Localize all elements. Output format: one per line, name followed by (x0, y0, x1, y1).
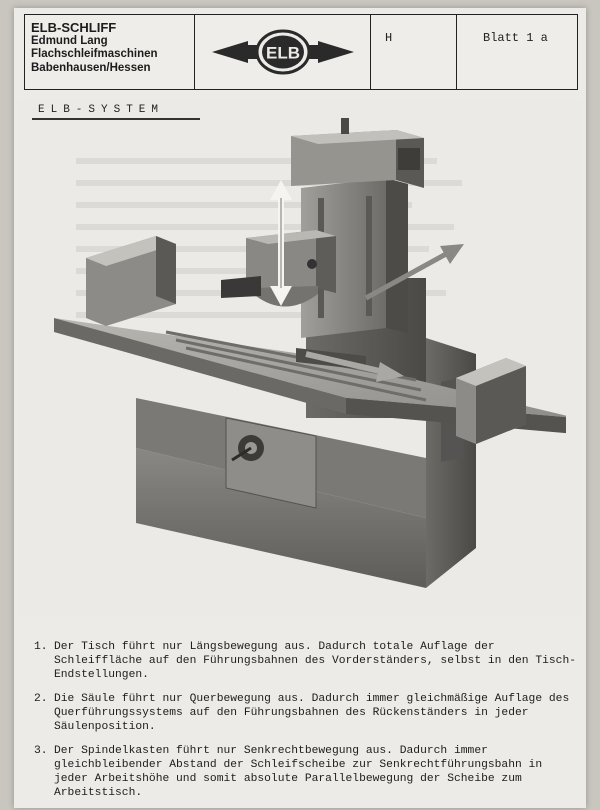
item-number: 1. (34, 641, 48, 653)
company-name: ELB-SCHLIFF (31, 20, 117, 35)
list-item (34, 744, 580, 800)
elb-logo (195, 15, 371, 89)
item-text: Der Spindelkasten führt nur Senkrechtbewegung aus. Dadurch immer gleichbleibender Abstand der Schleifscheibe zur Senkrechtführungsbahn in jeder Arbeitshöhe und somit absolute Parallelbewegung der Scheibe zum Arbeitstisch. (54, 745, 543, 799)
figure-label: ELB-SYSTEM (38, 104, 165, 116)
item-number: 2. (34, 693, 48, 705)
document-code: H (371, 15, 457, 89)
item-text: Die Säule führt nur Querbewegung aus. Dadurch immer gleichmäßige Auflage des Querführungssystems auf den Führungsbahnen des Rückenständers in jeder Säulenposition. (54, 693, 570, 733)
company-owner: Edmund Lang (31, 34, 108, 47)
company-block (25, 15, 195, 89)
description-list (34, 640, 580, 810)
surface-grinder-drawing (36, 118, 566, 608)
machine-illustration (18, 100, 582, 615)
company-product: Flachschleifmaschinen (31, 48, 158, 60)
elb-logo-icon (208, 27, 358, 77)
document-header (24, 14, 578, 90)
company-location: Babenhausen/Hessen (31, 61, 151, 74)
sheet-label: Blatt 1 a (483, 31, 548, 45)
logo-text: ELB (265, 43, 300, 63)
list-item (34, 692, 580, 734)
item-number: 3. (34, 745, 48, 757)
item-text: Der Tisch führt nur Längsbewegung aus. Dadurch totale Auflage der Schleiffläche auf den Führungsbahnen des Vorderständers, selbst in den Tisch-Endstellungen. (54, 641, 577, 681)
document-sheet (14, 8, 586, 808)
list-item (34, 640, 580, 682)
